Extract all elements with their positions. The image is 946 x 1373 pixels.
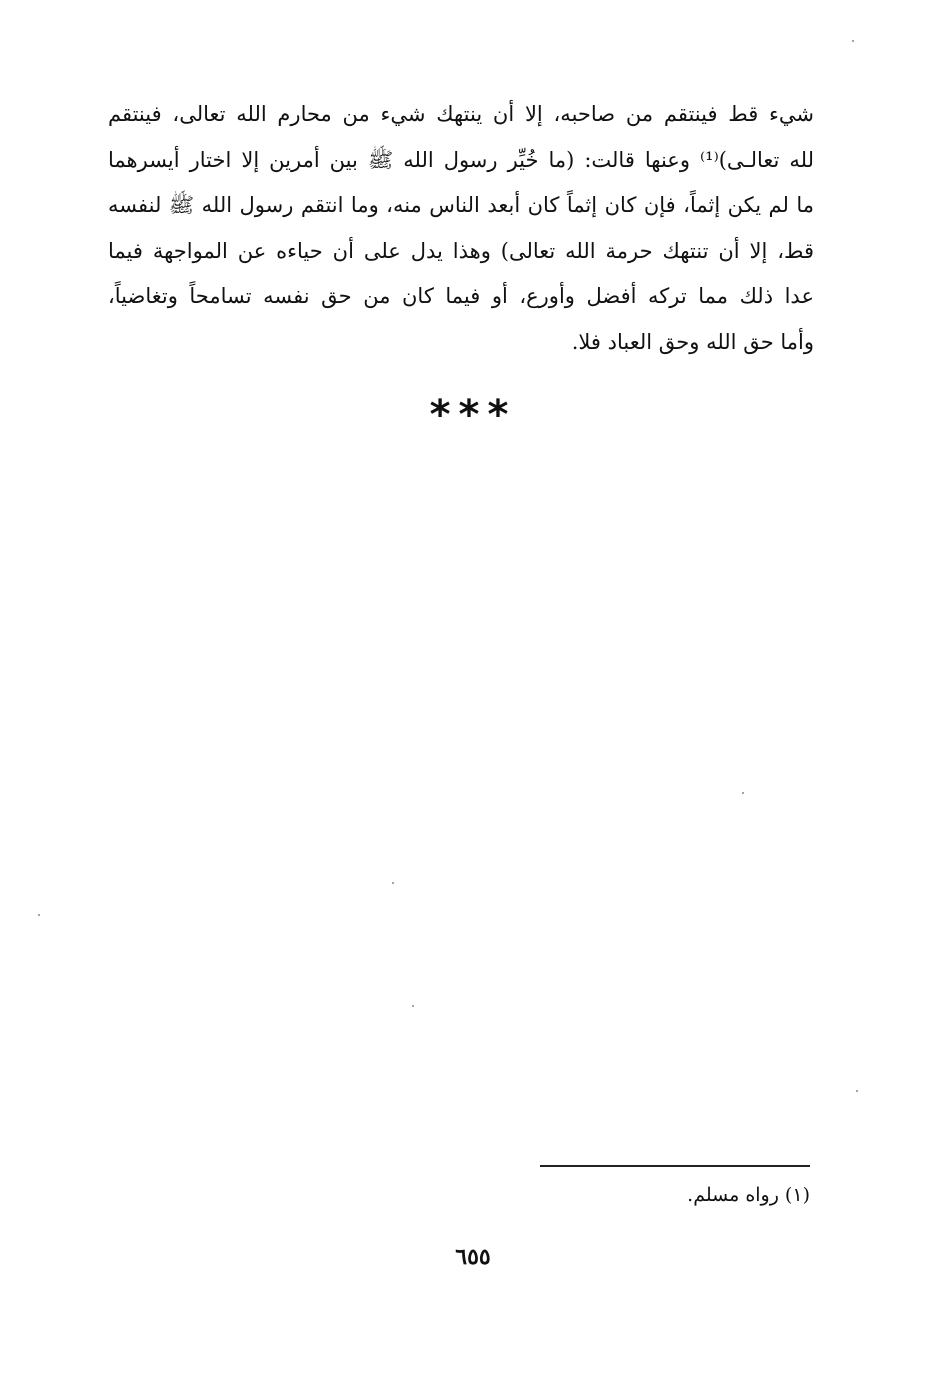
body-line: وأما حق الله وحق العباد فلا. <box>571 329 814 354</box>
body-paragraph <box>108 92 814 365</box>
scan-speck <box>38 914 40 916</box>
scan-speck <box>852 40 854 42</box>
scan-speck <box>856 1090 858 1092</box>
body-line: ما لم يكن إثماً، فإن كان إثماً كان أبعد الناس منه، وما انتقم رسول الله ﷺ لنفسه <box>108 193 814 217</box>
page-number: ٦٥٥ <box>455 1244 491 1270</box>
body-line: لله تعالـى)⁽¹⁾ وعنها قالت: (ما خُيِّر رسول الله ﷺ بين أمرين إلا اختار أيسرهما <box>108 147 814 172</box>
scan-speck <box>392 882 394 884</box>
footnote-divider <box>540 1165 810 1167</box>
body-line: عدا ذلك مما تركه أفضل وأورع، أو فيما كان من حق نفسه تسامحاً وتغاضياً، <box>108 284 814 308</box>
section-separator: *** <box>429 392 517 438</box>
scan-speck <box>412 1005 414 1007</box>
footnote: (١) رواه مسلم. <box>687 1184 810 1206</box>
body-line: قط، إلا أن تنتهك حرمة الله تعالى) وهذا يدل على أن حياءه عن المواجهة فيما <box>108 238 814 263</box>
body-line: شيء قط فينتقم من صاحبه، إلا أن ينتهك شيء من محارم الله تعالى، فينتقم <box>108 102 814 126</box>
scan-speck <box>742 792 744 794</box>
